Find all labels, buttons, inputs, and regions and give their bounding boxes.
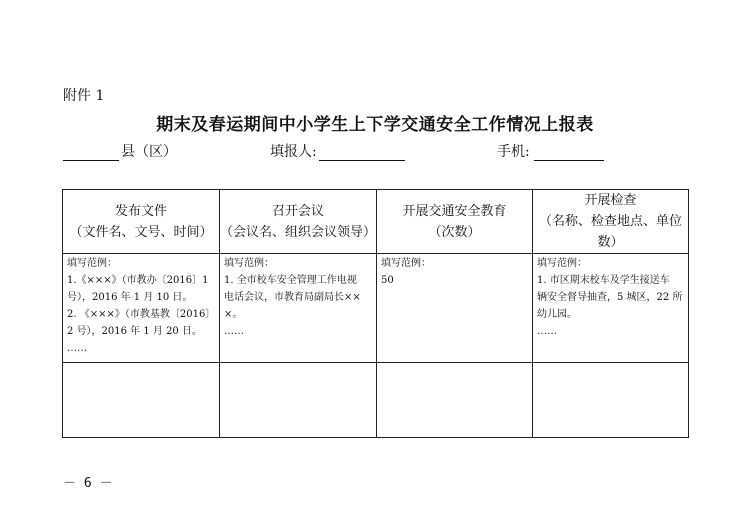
example-line: 2 号），2016 年 1 月 20 日。 (67, 326, 202, 337)
example-line: …… (67, 343, 87, 354)
example-line: 电话会议，市教育局副局长×× (224, 292, 361, 303)
example-line: …… (537, 326, 557, 337)
example-line: 2. 《×××》（市教基教〔2016〕 (67, 309, 216, 320)
example-cell-inspections[interactable] (533, 254, 689, 363)
example-cell-meetings[interactable] (220, 254, 377, 363)
county-field (63, 141, 177, 161)
report-table (62, 189, 689, 438)
example-line: 号），2016 年 1 月 10 日。 (67, 292, 193, 303)
example-cell-documents[interactable] (63, 254, 220, 363)
reporter-field (270, 141, 405, 161)
header-cell-education (377, 190, 533, 254)
reporter-blank-line[interactable] (319, 146, 405, 161)
reporter-label: 填报人: (270, 144, 317, 160)
example-line: 1.《×××》（市教办〔2016〕1 (67, 275, 209, 286)
example-line: ×。 (224, 309, 243, 320)
example-line: 幼儿园。 (537, 309, 577, 320)
page-title: 期末及春运期间中小学生上下学交通安全工作情况上报表 (156, 115, 594, 135)
phone-blank-line[interactable] (534, 146, 604, 161)
header-subtitle: （会议名、组织会议领导） (220, 224, 377, 240)
example-line: 50 (381, 275, 394, 286)
header-title: 召开会议 (271, 203, 324, 219)
header-row (63, 190, 689, 254)
example-label: 填写范例： (67, 258, 117, 269)
example-cell-education[interactable] (377, 254, 533, 363)
blank-cell-meetings[interactable] (220, 363, 377, 438)
example-line: 辆安全督导抽查，5 城区，22 所 (537, 292, 683, 303)
example-line: 1. 全市校车安全管理工作电视 (224, 275, 357, 286)
blank-cell-inspections[interactable] (533, 363, 689, 438)
phone-label: 手机: (497, 144, 530, 160)
example-line: …… (224, 326, 244, 337)
county-blank-line[interactable] (63, 146, 119, 161)
header-subtitle: （次数） (428, 224, 481, 240)
phone-field (497, 141, 604, 161)
header-title: 开展交通安全教育 (402, 203, 507, 219)
header-title: 发布文件 (114, 203, 167, 219)
attachment-label: 附件 1 (63, 88, 105, 104)
header-cell-meetings (220, 190, 377, 254)
header-cell-inspections (533, 190, 689, 254)
header-subtitle: （名称、检查地点、单位数） (538, 214, 682, 250)
blank-cell-education[interactable] (377, 363, 533, 438)
example-line: 1. 市区期末校车及学生接送车 (537, 275, 670, 286)
county-suffix: 县（区） (121, 144, 177, 160)
example-label: 填写范例： (224, 258, 274, 269)
header-cell-documents (63, 190, 220, 254)
blank-cell-documents[interactable] (63, 363, 220, 438)
header-title: 开展检查 (584, 193, 637, 208)
example-row (63, 254, 689, 363)
example-label: 填写范例： (537, 258, 587, 269)
example-label: 填写范例： (381, 258, 431, 269)
blank-entry-row (63, 363, 689, 438)
page-number: － 6 － (63, 476, 113, 491)
header-subtitle: （文件名、文号、时间） (69, 224, 213, 240)
